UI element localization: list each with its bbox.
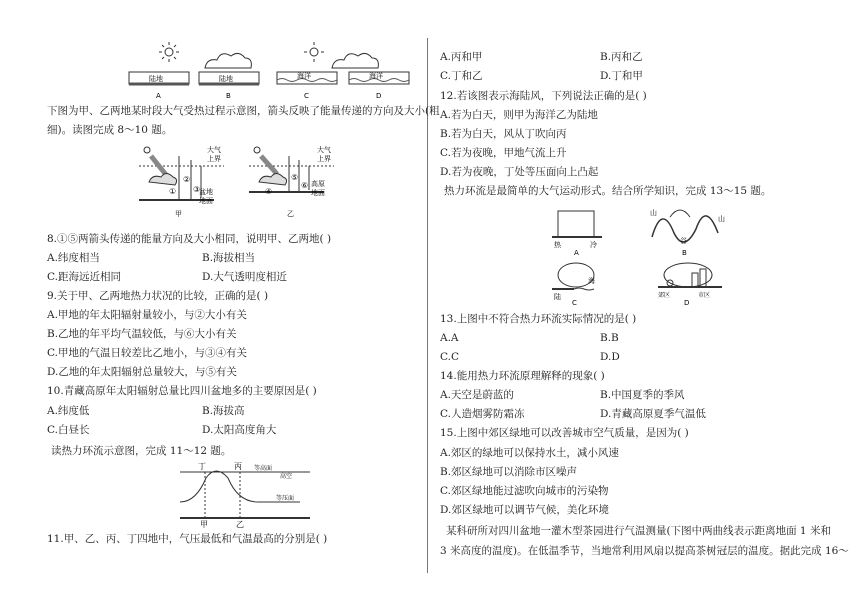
intro-13-15: 热力环流是最简单的大气运动形式。结合所学知识，完成 13～15 题。 <box>444 185 772 197</box>
q12-option-a: A.若为白天，则甲为海洋乙为陆地 <box>440 109 598 121</box>
fig1-label: 陆地 <box>219 75 233 83</box>
svg-text:上界: 上界 <box>207 155 221 163</box>
fig1-letter: A <box>156 92 161 100</box>
q12-option-d: D.若为夜晚，丁处等压面向上凸起 <box>440 166 599 178</box>
q9-option-a: A.甲地的年太阳辐射量较小，与②大小有关 <box>47 309 247 321</box>
cloud-icon <box>205 53 251 68</box>
heating-process-figure <box>139 142 399 222</box>
caption-jia: 甲 <box>175 210 182 218</box>
svg-text:热: 热 <box>554 241 561 249</box>
q9-option-b: B.乙地的年平均气温较低，与⑥大小有关 <box>47 328 237 340</box>
right-column <box>440 0 849 607</box>
caption-yi: 乙 <box>287 210 294 218</box>
question-9: 9.关于甲、乙两地热力状况的比较，正确的是( ) <box>47 290 269 302</box>
q10-option-a: A.纬度低 <box>47 405 90 417</box>
question-12: 12.若该图表示海陆风，下列说法正确的是( ) <box>440 90 647 102</box>
label-ground-jia: 盆地 <box>199 188 213 196</box>
svg-text:郊区: 郊区 <box>658 292 671 299</box>
question-8: 8.①⑤两箭头传递的能量方向及大小相同，说明甲、乙两地( ) <box>47 233 332 245</box>
diagram-d <box>658 263 722 305</box>
svg-text:地面: 地面 <box>199 197 213 205</box>
left-column <box>42 0 440 607</box>
q10-option-c: C.白昼长 <box>47 424 90 436</box>
q14-option-c: C.人造烟雾防霜冻 <box>440 408 525 420</box>
q11-option-a: A.丙和甲 <box>440 51 483 63</box>
svg-text:山: 山 <box>650 209 657 217</box>
diagram-a <box>552 211 602 257</box>
intro-16-cont: 3 米高度的温度)。在低温季节，当地常利用风扇以提高茶树冠层的温度。据此完成 16～ <box>440 545 849 557</box>
svg-text:地面: 地面 <box>311 189 325 197</box>
svg-text:冷: 冷 <box>590 241 597 249</box>
question-14: 14.能用热力环流原理解释的现象( ) <box>440 370 605 382</box>
svg-text:高空: 高空 <box>280 473 293 480</box>
svg-text:丙: 丙 <box>234 462 242 471</box>
q8-option-d: D.大气透明度相近 <box>202 271 287 283</box>
fig1-label: 海洋 <box>297 72 311 80</box>
q15-option-d: D.郊区绿地可以调节气候，美化环境 <box>440 504 609 516</box>
fig1-letter: C <box>304 92 309 100</box>
question-13: 13.上图中不符合热力环流实际情况的是( ) <box>440 313 637 325</box>
intro-11-12: 读热力环流示意图，完成 11～12 题。 <box>51 445 232 457</box>
fig1-label: 陆地 <box>149 75 163 83</box>
column-divider <box>427 38 428 573</box>
question-15: 15.上图中郊区绿地可以改善城市空气质量，是因为( ) <box>440 427 689 439</box>
q11-option-d: D.丁和甲 <box>600 70 643 82</box>
question-10: 10.青藏高原年太阳辐射总量比四川盆地多的主要原因是( ) <box>47 385 317 397</box>
diagram-c <box>552 263 595 305</box>
q13-option-d: D.D <box>600 351 620 363</box>
svg-text:②: ② <box>183 175 191 184</box>
label-ground-yi: 高原 <box>311 180 325 188</box>
svg-text:①: ① <box>169 187 177 196</box>
q9-option-d: D.乙地的年太阳辐射总量较大，与⑤有关 <box>47 366 237 378</box>
label-top-jia: 大气 <box>207 146 221 154</box>
q15-option-b: B.郊区绿地可以消除市区噪声 <box>440 466 578 478</box>
svg-text:丁: 丁 <box>198 462 206 471</box>
svg-text:③: ③ <box>193 185 201 194</box>
svg-text:山: 山 <box>718 215 725 223</box>
thermal-circulation-figure <box>552 203 747 305</box>
q8-option-a: A.纬度相当 <box>47 252 100 264</box>
diagram-yi <box>249 145 334 218</box>
svg-text:陆: 陆 <box>554 293 561 301</box>
label-top-yi: 大气 <box>317 146 331 154</box>
surface-types-figure <box>127 38 412 104</box>
isobar-figure <box>180 460 330 528</box>
q13-option-a: A.A <box>440 332 459 344</box>
q13-option-b: B.B <box>600 332 619 344</box>
sun-icon <box>159 42 179 62</box>
svg-text:乙: 乙 <box>236 520 244 528</box>
svg-text:谷: 谷 <box>680 237 687 245</box>
q11-option-c: C.丁和乙 <box>440 70 483 82</box>
svg-text:等压面: 等压面 <box>276 495 295 502</box>
cloud-icon <box>259 174 287 186</box>
fig1-letter: D <box>376 92 382 100</box>
svg-text:市区: 市区 <box>698 292 711 299</box>
cloud-icon <box>332 53 378 68</box>
svg-text:A: A <box>574 249 579 257</box>
svg-text:B: B <box>682 249 687 257</box>
q10-option-b: B.海拔高 <box>202 405 245 417</box>
q13-option-c: C.C <box>440 351 460 363</box>
q9-option-c: C.甲地的气温日较差比乙地小，与③④有关 <box>47 347 247 359</box>
sun-icon <box>144 147 150 153</box>
svg-text:C: C <box>572 299 577 305</box>
svg-text:D: D <box>684 299 690 305</box>
cloud-icon <box>149 174 177 186</box>
sun-icon <box>304 42 324 62</box>
diagram-jia <box>139 145 224 218</box>
q11-option-b: B.丙和乙 <box>600 51 643 63</box>
intro-16: 某科研所对四川盆地一灌木型茶园进行气温测量(下图中两曲线表示距离地面 1 米和 <box>446 525 831 537</box>
q15-option-c: C.郊区绿地能过滤吹向城市的污染物 <box>440 485 609 497</box>
svg-text:⑥: ⑥ <box>301 181 309 190</box>
fig1-letter: B <box>226 92 231 100</box>
svg-text:⑤: ⑤ <box>291 173 299 182</box>
intro-8-10: 下图为甲、乙两地某时段大气受热过程示意图，箭头反映了能量传递的方向及大小(粗 <box>47 105 440 117</box>
diagram-b <box>650 208 725 257</box>
question-11: 11.甲、乙、丙、丁四地中，气压最低和气温最高的分别是( ) <box>47 533 328 545</box>
q10-option-d: D.太阳高度角大 <box>202 424 277 436</box>
q8-option-c: C.距海远近相同 <box>47 271 121 283</box>
q14-option-b: B.中国夏季的季风 <box>600 389 685 401</box>
svg-text:④: ④ <box>265 187 273 196</box>
q15-option-a: A.郊区的绿地可以保持水土，减小风速 <box>440 447 619 459</box>
q12-option-c: C.若为夜晚，甲地气流上升 <box>440 147 567 159</box>
sun-icon <box>254 147 260 153</box>
fig1-label: 海洋 <box>369 72 383 80</box>
q8-option-b: B.海拔相当 <box>202 252 256 264</box>
svg-text:等高面: 等高面 <box>254 465 273 472</box>
q12-option-b: B.若为白天，风从丁吹向丙 <box>440 128 567 140</box>
q14-option-d: D.青藏高原夏季气温低 <box>600 408 706 420</box>
svg-text:甲: 甲 <box>200 520 208 528</box>
svg-text:海: 海 <box>588 277 595 285</box>
q14-option-a: A.天空是蔚蓝的 <box>440 389 514 401</box>
svg-text:上界: 上界 <box>317 155 331 163</box>
radiation-arrow <box>261 156 277 174</box>
intro-8-10-cont: 细)。读图完成 8～10 题。 <box>47 124 173 136</box>
